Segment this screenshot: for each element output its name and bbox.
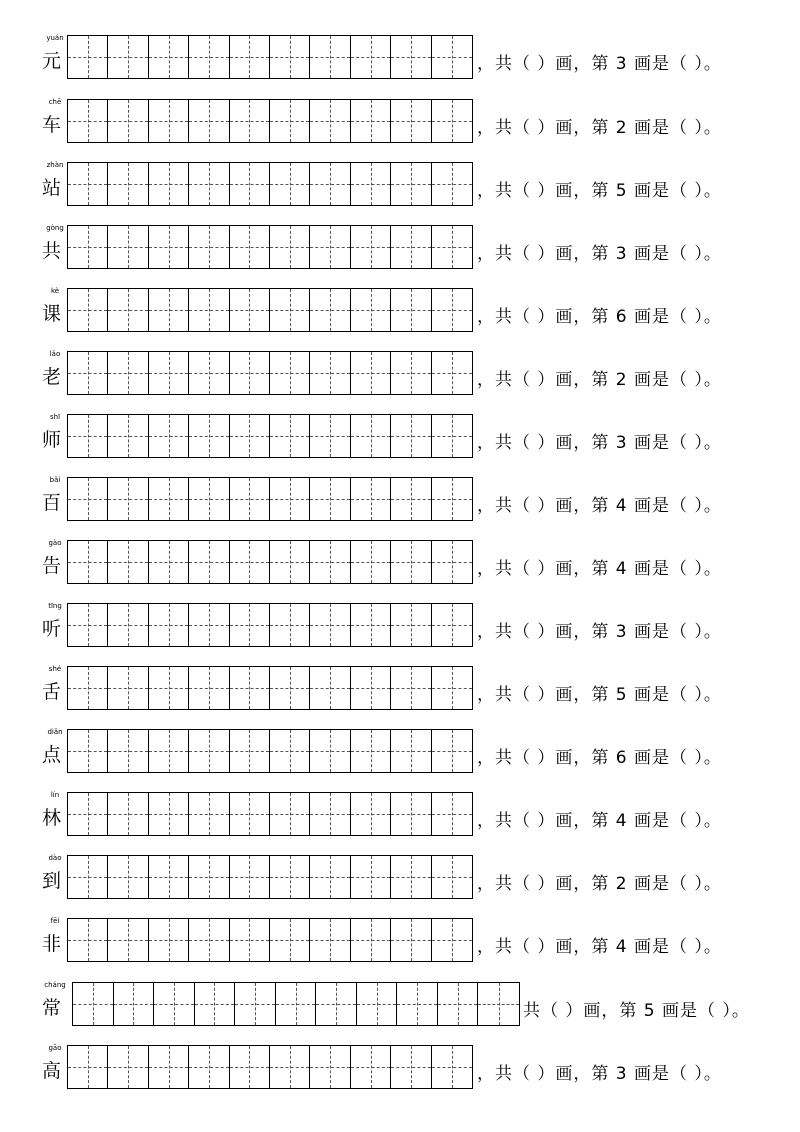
worksheet-row (0, 161, 800, 211)
writing-cell[interactable] (391, 100, 431, 142)
writing-cell[interactable] (189, 36, 229, 78)
writing-cell[interactable] (391, 604, 431, 646)
worksheet-row (0, 1044, 800, 1094)
writing-cell[interactable] (68, 226, 108, 268)
writing-cell[interactable] (108, 289, 148, 331)
writing-grid (67, 603, 473, 647)
character-label: 车 (42, 114, 62, 136)
writing-cell[interactable] (230, 919, 270, 961)
writing-cell[interactable] (189, 352, 229, 394)
writing-cell[interactable] (351, 541, 391, 583)
writing-cell[interactable] (270, 541, 310, 583)
writing-cell[interactable] (108, 478, 148, 520)
stroke-question: ，共（ ）画，第 3 画是（ ）。 (477, 433, 722, 453)
writing-cell[interactable] (230, 352, 270, 394)
writing-cell[interactable] (310, 1046, 350, 1088)
writing-cell[interactable] (189, 289, 229, 331)
writing-cell[interactable] (270, 730, 310, 772)
pinyin-label: lǎo (49, 350, 61, 358)
writing-cell[interactable] (432, 226, 472, 268)
character-label: 元 (42, 50, 62, 72)
character-label: 听 (42, 618, 62, 640)
writing-cell[interactable] (310, 226, 350, 268)
character-label: 老 (42, 366, 62, 388)
writing-cell[interactable] (149, 604, 189, 646)
writing-cell[interactable] (230, 856, 270, 898)
writing-grid (67, 792, 473, 836)
character-label: 到 (42, 870, 62, 892)
writing-cell[interactable] (391, 919, 431, 961)
writing-cell[interactable] (351, 1046, 391, 1088)
writing-cell[interactable] (68, 919, 108, 961)
stroke-question: 共（ ）画，第 5 画是（ ）。 (523, 1001, 750, 1021)
writing-cell[interactable] (108, 163, 148, 205)
pinyin-label: fēi (50, 917, 60, 925)
worksheet-row (0, 350, 800, 400)
writing-cell[interactable] (68, 730, 108, 772)
writing-cell[interactable] (189, 226, 229, 268)
writing-cell[interactable] (432, 604, 472, 646)
pinyin-label: tīng (48, 602, 62, 610)
writing-cell[interactable] (230, 478, 270, 520)
pinyin-label: yuán (46, 34, 64, 42)
writing-cell[interactable] (391, 36, 431, 78)
writing-cell[interactable] (149, 730, 189, 772)
writing-cell[interactable] (149, 415, 189, 457)
writing-cell[interactable] (270, 163, 310, 205)
character-label: 百 (42, 492, 62, 514)
writing-cell[interactable] (270, 1046, 310, 1088)
writing-cell[interactable] (391, 856, 431, 898)
pinyin-label: chē (48, 98, 62, 106)
pinyin-label: shī (49, 413, 61, 421)
stroke-question: ，共（ ）画，第 4 画是（ ）。 (477, 811, 722, 831)
worksheet-row (0, 34, 800, 84)
writing-cell[interactable] (351, 352, 391, 394)
writing-grid (67, 918, 473, 962)
pinyin-label: bǎi (49, 476, 61, 484)
writing-cell[interactable] (351, 36, 391, 78)
writing-cell[interactable] (310, 163, 350, 205)
writing-cell[interactable] (432, 856, 472, 898)
character-label: 高 (42, 1060, 62, 1082)
pinyin-label: gāo (48, 1044, 62, 1052)
writing-cell[interactable] (351, 226, 391, 268)
writing-cell[interactable] (270, 352, 310, 394)
writing-cell[interactable] (108, 667, 148, 709)
character-label: 常 (42, 997, 62, 1019)
writing-cell[interactable] (432, 352, 472, 394)
writing-cell[interactable] (310, 100, 350, 142)
writing-cell[interactable] (357, 983, 398, 1025)
writing-cell[interactable] (270, 36, 310, 78)
stroke-question: ，共（ ）画，第 4 画是（ ）。 (477, 559, 722, 579)
writing-cell[interactable] (108, 352, 148, 394)
writing-cell[interactable] (310, 541, 350, 583)
writing-grid (67, 540, 473, 584)
pinyin-label: shé (48, 665, 62, 673)
writing-cell[interactable] (351, 919, 391, 961)
writing-cell[interactable] (310, 667, 350, 709)
writing-cell[interactable] (391, 1046, 431, 1088)
stroke-question: ，共（ ）画，第 5 画是（ ）。 (477, 181, 722, 201)
writing-cell[interactable] (351, 730, 391, 772)
writing-cell[interactable] (108, 856, 148, 898)
writing-cell[interactable] (432, 289, 472, 331)
character-label: 舌 (42, 681, 62, 703)
character-label: 告 (42, 555, 62, 577)
writing-cell[interactable] (397, 983, 438, 1025)
writing-cell[interactable] (149, 856, 189, 898)
writing-cell[interactable] (149, 100, 189, 142)
writing-cell[interactable] (108, 730, 148, 772)
worksheet-row (0, 539, 800, 589)
character-label: 站 (42, 177, 62, 199)
writing-cell[interactable] (114, 983, 155, 1025)
writing-grid (67, 99, 473, 143)
writing-cell[interactable] (391, 541, 431, 583)
stroke-question: ，共（ ）画，第 6 画是（ ）。 (477, 307, 722, 327)
writing-cell[interactable] (68, 541, 108, 583)
writing-cell[interactable] (270, 667, 310, 709)
pinyin-label: diǎn (47, 728, 63, 736)
worksheet-row (0, 854, 800, 904)
writing-cell[interactable] (68, 352, 108, 394)
writing-cell[interactable] (310, 478, 350, 520)
writing-cell[interactable] (230, 541, 270, 583)
writing-cell[interactable] (270, 478, 310, 520)
writing-cell[interactable] (108, 100, 148, 142)
writing-cell[interactable] (391, 415, 431, 457)
pinyin-label: dào (48, 854, 62, 862)
character-label: 课 (42, 303, 62, 325)
writing-cell[interactable] (230, 163, 270, 205)
writing-grid (67, 414, 473, 458)
stroke-question: ，共（ ）画，第 2 画是（ ）。 (477, 370, 722, 390)
writing-cell[interactable] (149, 541, 189, 583)
writing-grid (67, 162, 473, 206)
worksheet-row (0, 917, 800, 967)
character-label: 师 (42, 429, 62, 451)
writing-cell[interactable] (391, 730, 431, 772)
writing-grid (67, 351, 473, 395)
stroke-question: ，共（ ）画，第 2 画是（ ）。 (477, 118, 722, 138)
writing-cell[interactable] (432, 415, 472, 457)
writing-cell[interactable] (149, 1046, 189, 1088)
writing-cell[interactable] (68, 415, 108, 457)
writing-grid (67, 35, 473, 79)
writing-cell[interactable] (310, 793, 350, 835)
writing-cell[interactable] (310, 856, 350, 898)
writing-cell[interactable] (478, 983, 519, 1025)
writing-cell[interactable] (149, 226, 189, 268)
writing-cell[interactable] (351, 100, 391, 142)
stroke-question: ，共（ ）画，第 4 画是（ ）。 (477, 937, 722, 957)
writing-cell[interactable] (230, 226, 270, 268)
stroke-question: ，共（ ）画，第 3 画是（ ）。 (477, 54, 722, 74)
stroke-question: ，共（ ）画，第 3 画是（ ）。 (477, 244, 722, 264)
stroke-question: ，共（ ）画，第 4 画是（ ）。 (477, 496, 722, 516)
stroke-question: ，共（ ）画，第 2 画是（ ）。 (477, 874, 722, 894)
pinyin-label: gòng (46, 224, 64, 232)
pinyin-label: zhàn (46, 161, 64, 169)
writing-cell[interactable] (351, 478, 391, 520)
writing-cell[interactable] (270, 604, 310, 646)
writing-cell[interactable] (310, 604, 350, 646)
writing-cell[interactable] (154, 983, 195, 1025)
writing-cell[interactable] (68, 793, 108, 835)
writing-cell[interactable] (230, 604, 270, 646)
writing-cell[interactable] (230, 100, 270, 142)
worksheet-row (0, 981, 800, 1031)
writing-cell[interactable] (351, 856, 391, 898)
writing-grid (67, 666, 473, 710)
writing-cell[interactable] (351, 415, 391, 457)
stroke-question: ，共（ ）画，第 3 画是（ ）。 (477, 622, 722, 642)
writing-grid (67, 729, 473, 773)
writing-cell[interactable] (391, 226, 431, 268)
writing-cell[interactable] (310, 36, 350, 78)
writing-cell[interactable] (149, 352, 189, 394)
writing-cell[interactable] (391, 352, 431, 394)
writing-cell[interactable] (108, 1046, 148, 1088)
writing-cell[interactable] (270, 100, 310, 142)
writing-cell[interactable] (351, 667, 391, 709)
writing-cell[interactable] (310, 730, 350, 772)
writing-cell[interactable] (189, 478, 229, 520)
writing-cell[interactable] (351, 289, 391, 331)
writing-cell[interactable] (149, 36, 189, 78)
writing-cell[interactable] (432, 919, 472, 961)
writing-cell[interactable] (189, 856, 229, 898)
writing-cell[interactable] (432, 478, 472, 520)
writing-cell[interactable] (68, 1046, 108, 1088)
writing-cell[interactable] (68, 163, 108, 205)
writing-cell[interactable] (270, 856, 310, 898)
writing-cell[interactable] (189, 667, 229, 709)
writing-cell[interactable] (276, 983, 317, 1025)
writing-cell[interactable] (432, 730, 472, 772)
writing-cell[interactable] (230, 289, 270, 331)
writing-cell[interactable] (310, 415, 350, 457)
writing-cell[interactable] (270, 919, 310, 961)
writing-cell[interactable] (270, 226, 310, 268)
character-label: 点 (42, 744, 62, 766)
stroke-question: ，共（ ）画，第 3 画是（ ）。 (477, 1064, 722, 1084)
writing-cell[interactable] (108, 541, 148, 583)
writing-cell[interactable] (189, 604, 229, 646)
writing-cell[interactable] (195, 983, 236, 1025)
writing-cell[interactable] (108, 793, 148, 835)
writing-cell[interactable] (68, 478, 108, 520)
writing-cell[interactable] (230, 730, 270, 772)
writing-cell[interactable] (108, 919, 148, 961)
writing-cell[interactable] (189, 730, 229, 772)
writing-cell[interactable] (270, 415, 310, 457)
writing-cell[interactable] (149, 289, 189, 331)
worksheet-row (0, 665, 800, 715)
writing-cell[interactable] (391, 793, 431, 835)
writing-cell[interactable] (270, 289, 310, 331)
writing-cell[interactable] (432, 100, 472, 142)
writing-cell[interactable] (149, 478, 189, 520)
writing-cell[interactable] (149, 163, 189, 205)
writing-cell[interactable] (391, 667, 431, 709)
worksheet-row (0, 413, 800, 463)
writing-cell[interactable] (108, 36, 148, 78)
writing-cell[interactable] (108, 604, 148, 646)
writing-cell[interactable] (432, 36, 472, 78)
writing-cell[interactable] (68, 289, 108, 331)
writing-cell[interactable] (310, 919, 350, 961)
pinyin-label: gào (48, 539, 62, 547)
writing-grid (67, 225, 473, 269)
writing-cell[interactable] (189, 919, 229, 961)
writing-cell[interactable] (230, 667, 270, 709)
writing-cell[interactable] (438, 983, 479, 1025)
writing-cell[interactable] (310, 289, 350, 331)
writing-cell[interactable] (432, 1046, 472, 1088)
writing-cell[interactable] (108, 415, 148, 457)
worksheet-row (0, 476, 800, 526)
writing-cell[interactable] (68, 36, 108, 78)
writing-cell[interactable] (230, 793, 270, 835)
writing-cell[interactable] (68, 856, 108, 898)
writing-cell[interactable] (189, 163, 229, 205)
character-label: 共 (42, 240, 62, 262)
worksheet-row (0, 98, 800, 148)
writing-cell[interactable] (189, 415, 229, 457)
writing-cell[interactable] (149, 919, 189, 961)
writing-cell[interactable] (68, 100, 108, 142)
character-label: 林 (42, 807, 62, 829)
writing-cell[interactable] (351, 793, 391, 835)
writing-cell[interactable] (432, 667, 472, 709)
writing-cell[interactable] (316, 983, 357, 1025)
writing-cell[interactable] (108, 226, 148, 268)
worksheet-row (0, 224, 800, 274)
worksheet-row (0, 728, 800, 778)
character-label: 非 (42, 933, 62, 955)
writing-cell[interactable] (391, 289, 431, 331)
writing-cell[interactable] (73, 983, 114, 1025)
writing-cell[interactable] (189, 1046, 229, 1088)
writing-cell[interactable] (391, 163, 431, 205)
writing-cell[interactable] (149, 793, 189, 835)
pinyin-label: cháng (44, 981, 66, 989)
writing-cell[interactable] (235, 983, 276, 1025)
stroke-question: ，共（ ）画，第 6 画是（ ）。 (477, 748, 722, 768)
writing-cell[interactable] (351, 163, 391, 205)
writing-cell[interactable] (391, 478, 431, 520)
writing-cell[interactable] (189, 541, 229, 583)
writing-cell[interactable] (149, 667, 189, 709)
writing-cell[interactable] (230, 415, 270, 457)
writing-cell[interactable] (230, 1046, 270, 1088)
writing-cell[interactable] (432, 793, 472, 835)
pinyin-label: kè (50, 287, 60, 295)
writing-grid (72, 982, 520, 1026)
worksheet-row (0, 602, 800, 652)
writing-grid (67, 477, 473, 521)
writing-cell[interactable] (189, 100, 229, 142)
writing-grid (67, 288, 473, 332)
writing-grid (67, 1045, 473, 1089)
stroke-question: ，共（ ）画，第 5 画是（ ）。 (477, 685, 722, 705)
writing-cell[interactable] (351, 604, 391, 646)
writing-grid (67, 855, 473, 899)
writing-cell[interactable] (310, 352, 350, 394)
writing-cell[interactable] (432, 163, 472, 205)
writing-cell[interactable] (270, 793, 310, 835)
writing-cell[interactable] (189, 793, 229, 835)
pinyin-label: lín (50, 791, 60, 799)
writing-cell[interactable] (68, 667, 108, 709)
writing-cell[interactable] (68, 604, 108, 646)
writing-cell[interactable] (230, 36, 270, 78)
worksheet-row (0, 791, 800, 841)
writing-cell[interactable] (432, 541, 472, 583)
worksheet-row (0, 287, 800, 337)
